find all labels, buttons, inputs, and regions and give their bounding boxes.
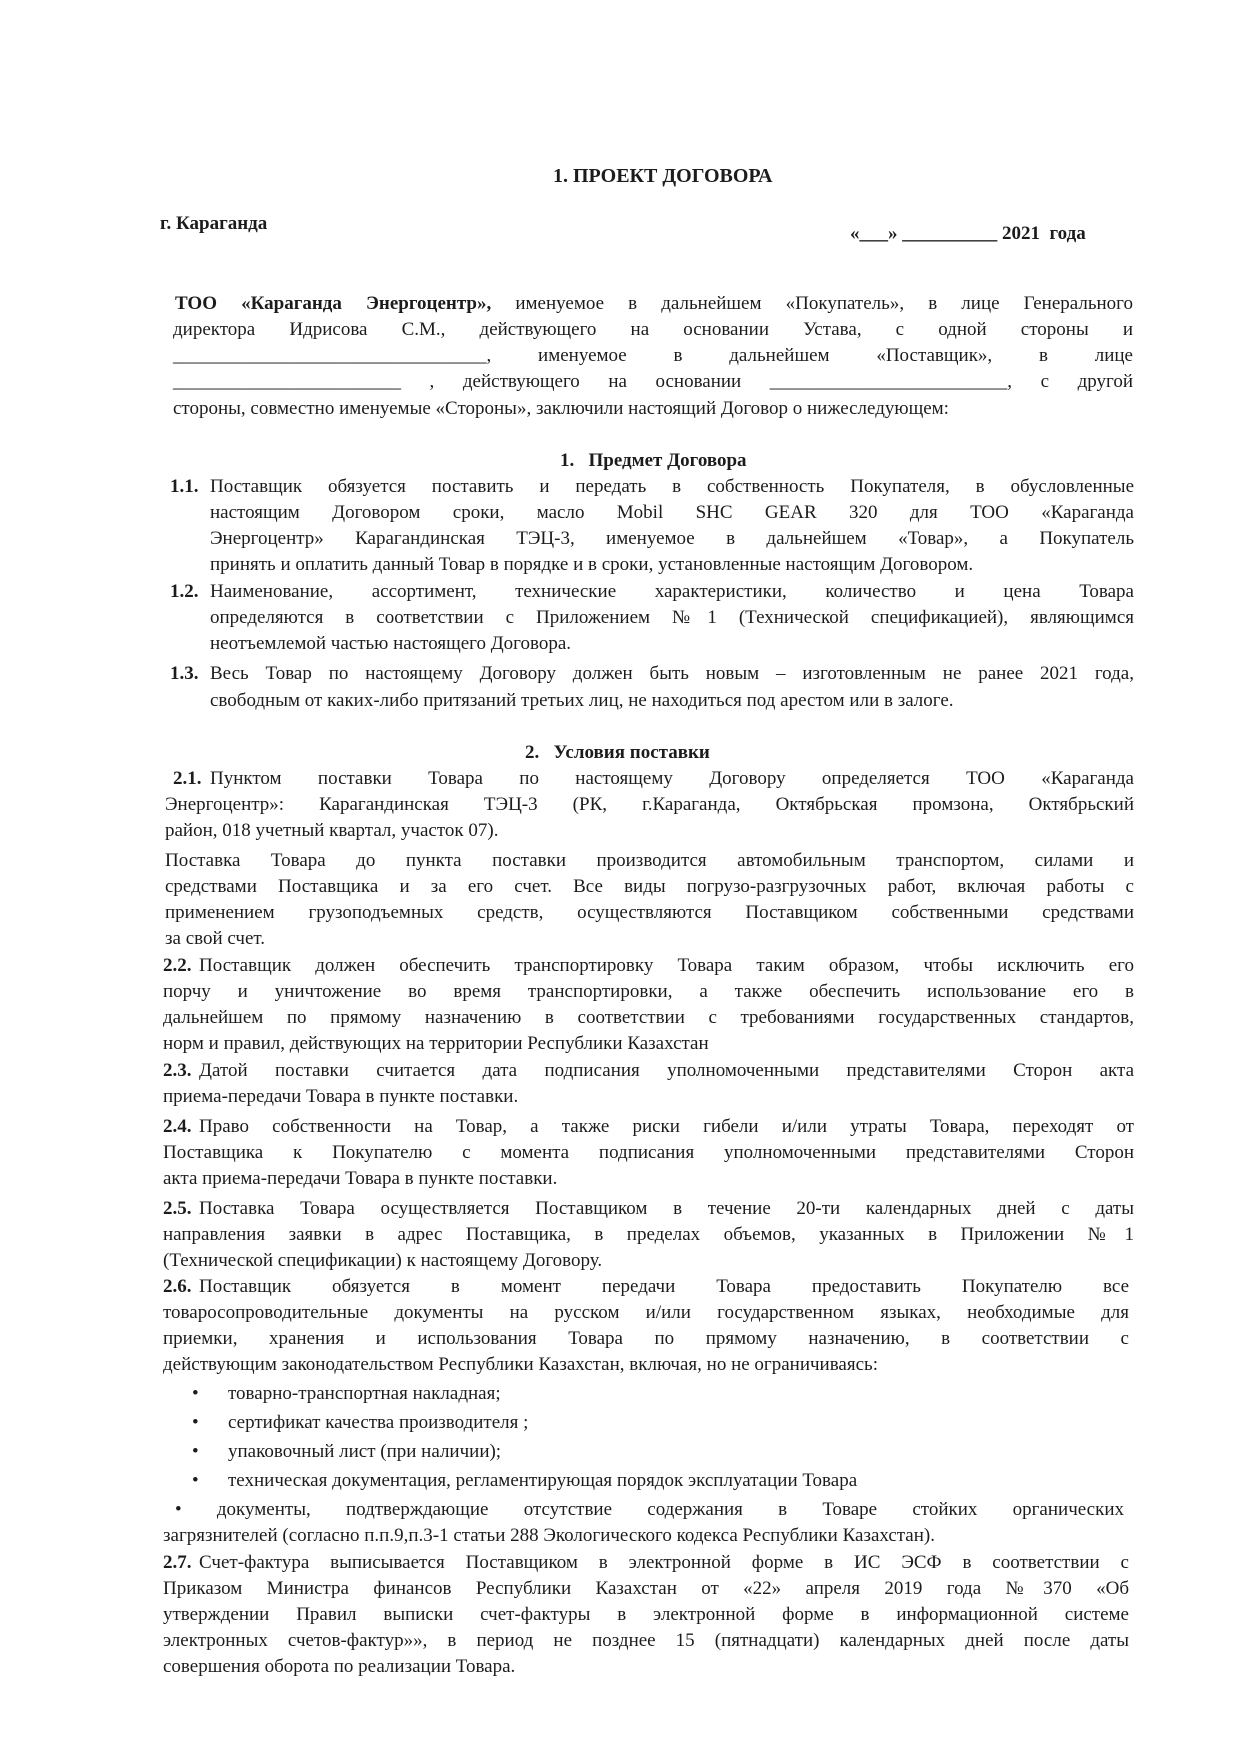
clause-2-6-extra-line: загрязнителей (согласно п.п.9,п.3-1 статьи 288 Экологического кодекса Республики Казахстан). xyxy=(163,1525,935,1546)
clause-1-1-number: 1.1. xyxy=(170,476,199,497)
clause-1-2-line: определяются в соответствии с Приложением №1 (Технической спецификацией), являющимся xyxy=(210,607,1134,628)
clause-2-6-extra-line: • документы, подтверждающие отсутствие содержания в Товаре стойких органических xyxy=(175,1499,1124,1520)
clause-2-5-line: Поставка Товара осуществляется Поставщиком в течение 20-ти календарных дней с даты xyxy=(199,1198,1134,1219)
bullet-item: • упаковочный лист (при наличии); xyxy=(228,1439,501,1465)
clause-2-2-number: 2.2. xyxy=(163,955,192,976)
clause-2-1b-line: средствами Поставщика и за его счет. Все виды погрузо-разгрузочных работ, включая работы с xyxy=(165,876,1134,897)
clause-2-2-line: норм и правил, действующих на территории Республики Казахстан xyxy=(163,1033,709,1054)
clause-2-7-line: Счет-фактура выписывается Поставщиком в электронной форме в ИС ЭСФ в соответствии с xyxy=(199,1552,1129,1573)
clause-2-4-line: Право собственности на Товар, а также риски гибели и/или утраты Товара, переходят от xyxy=(199,1116,1134,1137)
preamble-line-3: _________________________________, именуемое в дальнейшем «Поставщик», в лице xyxy=(173,345,1133,366)
clause-2-5-number: 2.5. xyxy=(163,1198,192,1219)
clause-1-2-number: 1.2. xyxy=(170,581,199,602)
preamble-line-5: стороны, совместно именуемые «Стороны», заключили настоящий Договор о нижеследующем: xyxy=(173,398,949,419)
clause-2-6-number: 2.6. xyxy=(163,1276,192,1297)
clause-2-3-line: приема-передачи Товара в пункте поставки. xyxy=(163,1086,519,1107)
clause-1-3-number: 1.3. xyxy=(170,663,199,684)
clause-1-1-line: Поставщик обязуется поставить и передать в собственность Покупателя, в обусловленные xyxy=(210,476,1134,497)
clause-1-2-line: Наименование, ассортимент, технические характеристики, количество и цена Товара xyxy=(210,581,1134,602)
section-1-title: 1. Предмет Договора xyxy=(560,450,747,471)
clause-2-7-line: совершения оборота по реализации Товара. xyxy=(163,1656,516,1677)
clause-2-4-line: Поставщика к Покупателю с момента подписания уполномоченными представителями Сторон xyxy=(163,1142,1134,1163)
preamble-text: именуемое в дальнейшем «Покупатель», в лице Генерального xyxy=(491,293,1133,314)
clause-2-2-line: порчу и уничтожение во время транспортировки, а также обеспечить использование его в xyxy=(163,981,1134,1002)
clause-1-2-line: неотъемлемой частью настоящего Договора. xyxy=(210,633,572,654)
clause-2-2-line: Поставщик должен обеспечить транспортировку Товара таким образом, чтобы исключить его xyxy=(199,955,1134,976)
clause-2-5-line: (Технической спецификации) к настоящему Договору. xyxy=(163,1250,603,1271)
section-2-title: 2. Условия поставки xyxy=(525,742,710,763)
clause-1-1-line: Энергоцентр» Карагандинская ТЭЦ-3, именуемое в дальнейшем «Товар», а Покупатель xyxy=(210,528,1134,549)
bullet-item: • товарно-транспортная накладная; xyxy=(228,1381,501,1407)
clause-2-1b-line: Поставка Товара до пункта поставки производится автомобильным транспортом, силами и xyxy=(165,850,1134,871)
preamble-line-2: директора Идрисова С.М., действующего на основании Устава, с одной стороны и xyxy=(173,319,1133,340)
clause-2-5-line: направления заявки в адрес Поставщика, в пределах объемов, указанных в Приложении №1 xyxy=(163,1224,1134,1245)
city: г. Караганда xyxy=(160,213,268,234)
preamble-line-4: ________________________ , действующего на основании _________________________, с другой xyxy=(173,371,1133,392)
bullet-item: • сертификат качества производителя ; xyxy=(228,1410,528,1436)
clause-2-6-line: товаросопроводительные документы на русском и/или государственном языках, необходимые для xyxy=(163,1302,1129,1323)
clause-2-1-line: район, 018 учетный квартал, участок 07). xyxy=(165,820,499,841)
clause-2-4-line: акта приема-передачи Товара в пункте поставки. xyxy=(163,1168,558,1189)
contract-date-blank: «___» __________ 2021 года xyxy=(850,223,1086,244)
buyer-name: ТОО «Караганда Энергоцентр», xyxy=(175,293,492,314)
preamble-line-1 xyxy=(175,291,1133,317)
clause-2-1-number: 2.1. xyxy=(173,768,202,789)
clause-2-6-line: приемки, хранения и использования Товара по прямому назначению, в соответствии с xyxy=(163,1328,1129,1349)
clause-2-1-line: Пунктом поставки Товара по настоящему Договору определяется ТОО «Караганда xyxy=(210,768,1134,789)
clause-2-1b-line: применением грузоподъемных средств, осуществляются Поставщиком собственными средствами xyxy=(165,902,1134,923)
clause-2-2-line: дальнейшем по прямому назначению в соответствии с требованиями государственных стандартов, xyxy=(163,1007,1134,1028)
clause-1-3-line: свободным от каких-либо притязаний третьих лиц, не находиться под арестом или в залоге. xyxy=(210,690,954,711)
clause-2-7-number: 2.7. xyxy=(163,1552,192,1573)
clause-2-6-line: действующим законодательством Республики Казахстан, включая, но не ограничиваясь: xyxy=(163,1354,878,1375)
clause-2-4-number: 2.4. xyxy=(163,1116,192,1137)
clause-2-1-line: Энергоцентр»: Карагандинская ТЭЦ-3 (РК, г.Караганда, Октябрьская промзона, Октябрьский xyxy=(165,794,1134,815)
clause-2-3-line: Датой поставки считается дата подписания уполномоченными представителями Сторон акта xyxy=(199,1060,1134,1081)
bullet-item: • техническая документация, регламентирующая порядок эксплуатации Товара xyxy=(228,1468,857,1494)
clause-2-7-line: Приказом Министра финансов Республики Казахстан от «22» апреля 2019 года №370 «Об xyxy=(163,1578,1129,1599)
clause-2-6-line: Поставщик обязуется в момент передачи Товара предоставить Покупателю все xyxy=(199,1276,1129,1297)
clause-2-3-number: 2.3. xyxy=(163,1060,192,1081)
clause-2-7-line: электронных счетов-фактур»», в период не позднее 15 (пятнадцати) календарных дней после даты xyxy=(163,1630,1129,1651)
document-title: 1. ПРОЕКТ ДОГОВОРА xyxy=(553,165,773,187)
clause-2-1b-line: за свой счет. xyxy=(165,928,266,949)
clause-1-1-line: настоящим Договором сроки, масло Mobil SHC GEAR 320 для ТОО «Караганда xyxy=(210,502,1134,523)
clause-1-1-line: принять и оплатить данный Товар в порядке и в сроки, установленные настоящим Договором. xyxy=(210,554,974,575)
clause-2-7-line: утверждении Правил выписки счет-фактуры в электронной форме в информационной системе xyxy=(163,1604,1129,1625)
clause-1-3-line: Весь Товар по настоящему Договору должен быть новым – изготовленным не ранее 2021 года, xyxy=(210,663,1134,684)
